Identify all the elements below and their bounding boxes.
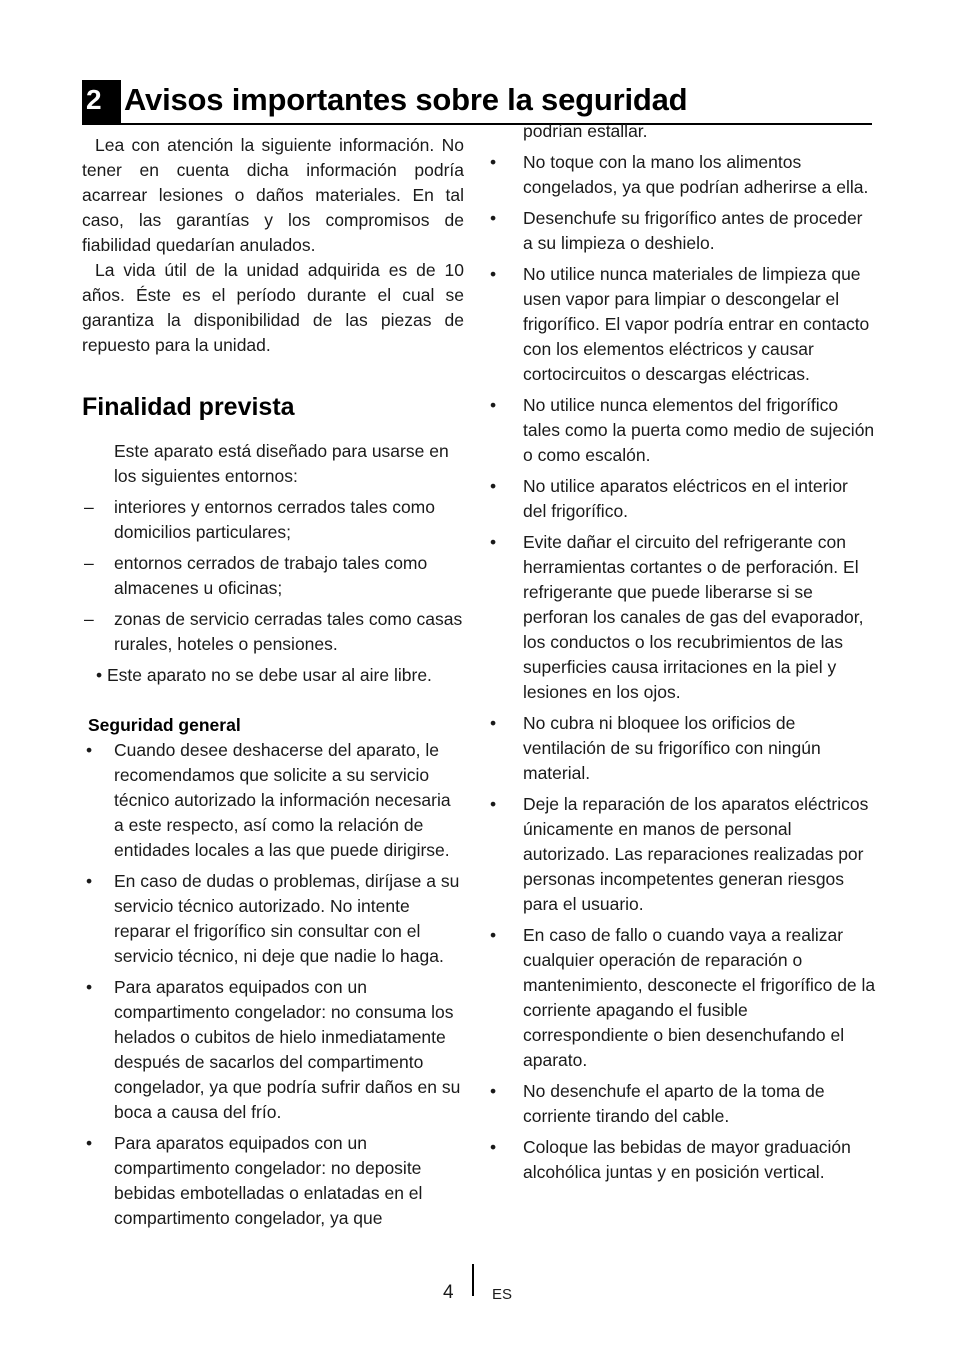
bullet-marker: • [490, 395, 497, 415]
safety-bullet-item [82, 869, 464, 969]
intended-use-lead: Este aparato está diseñado para usarse en los siguientes entornos: [114, 441, 449, 486]
safety-bullet-text: No cubra ni bloquee los orificios de ventilación de su frigorífico con ningún material. [523, 713, 821, 783]
right-column [488, 119, 876, 1185]
dash-marker: – [84, 609, 94, 629]
bullet-marker: • [490, 152, 497, 172]
bullet-marker: • [86, 871, 93, 891]
intro-paragraph-2: La vida útil de la unidad adquirida es de 10 años. Éste es el período durante el cual se garantiza la disponibilidad de las piezas de repuesto para la unidad. [82, 260, 464, 355]
safety-bullet-text: No utilice nunca elementos del frigorífico tales como la puerta como medio de sujeción o como escalón. [523, 395, 875, 465]
safety-bullet-text: Evite dañar el circuito del refrigerante con herramientas cortantes o de perforación. El refrigerante que puede liberarse si se perforan los canales de gas del evaporador, los conductos o los recubrimientos de las superficies causa irritaciones en la piel y lesiones en los ojos. [523, 532, 864, 702]
safety-bullet-item [488, 206, 876, 256]
bullet-marker: • [490, 713, 497, 733]
safety-bullet-item [488, 393, 876, 468]
safety-bullet-item [488, 474, 876, 524]
chapter-title: Avisos importantes sobre la seguridad [124, 82, 688, 117]
safety-bullet-item [488, 1079, 876, 1129]
bullet-marker: • [490, 208, 497, 228]
safety-bullet-item [82, 738, 464, 863]
safety-bullet-item [82, 1131, 464, 1231]
bullet-marker: • [490, 925, 497, 945]
safety-bullet-item [488, 150, 876, 200]
bullet-marker: • [490, 1081, 497, 1101]
bullet-marker: • [490, 1137, 497, 1157]
bullet-marker: • [490, 264, 497, 284]
bullet-marker: • [490, 476, 497, 496]
bullet-marker: • [86, 740, 93, 760]
intro-paragraph-1: Lea con atención la siguiente información. No tener en cuenta dicha información podría acarrear lesiones o daños materiales. En tal caso, las garantías y los compromisos de fiabilidad quedarían anulados. [82, 135, 464, 255]
outdoor-note: • Este aparato no se debe usar al aire libre. [96, 665, 432, 685]
safety-bullet-text: No desenchufe el aparto de la toma de corriente tirando del cable. [523, 1081, 825, 1126]
footer-divider [472, 1264, 474, 1296]
intended-use-item-text: zonas de servicio cerradas tales como casas rurales, hoteles o pensiones. [114, 609, 463, 654]
intended-use-item-text: entornos cerrados de trabajo tales como almacenes u oficinas; [114, 553, 428, 598]
safety-bullet-item [488, 530, 876, 705]
safety-bullet-text: Cuando desee deshacerse del aparato, le recomendamos que solicite a su servicio técnico autorizado la información necesaria a este respecto, así como la relación de entidades locales a las que puede dirigirse. [114, 740, 451, 860]
intended-use-title: Finalidad prevista [82, 393, 295, 421]
safety-bullet-item [488, 711, 876, 786]
safety-bullet-text: En caso de dudas o problemas, diríjase a su servicio técnico autorizado. No intente reparar el frigorífico sin consultar con el servicio técnico, ni deje que nadie lo haga. [114, 871, 460, 966]
safety-bullet-text: No utilice nunca materiales de limpieza que usen vapor para limpiar o descongelar el frigorífico. El vapor podría entrar en contacto con los elementos eléctricos y causar cortocircuitos o descargas eléctricas. [523, 264, 870, 384]
language-code: ES [492, 1286, 513, 1303]
intended-use-item [82, 607, 464, 657]
safety-bullet-item [488, 262, 876, 387]
bullet-marker: • [490, 532, 497, 552]
safety-bullet-text: Coloque las bebidas de mayor graduación alcohólica juntas y en posición vertical. [523, 1137, 851, 1182]
safety-bullet-text: En caso de fallo o cuando vaya a realizar cualquier operación de reparación o mantenimiento, desconecte el frigorífico de la corriente apagando el fusible correspondiente o bien desenchufando el aparato. [523, 925, 876, 1070]
bullet-marker: • [86, 1133, 93, 1153]
page-number: 4 [443, 1282, 454, 1303]
intended-use-item-text: interiores y entornos cerrados tales como domicilios particulares; [114, 497, 435, 542]
safety-bullet-text: Desenchufe su frigorífico antes de proceder a su limpieza o deshielo. [523, 208, 863, 253]
safety-bullet-text: Para aparatos equipados con un compartimento congelador: no consuma los helados o cubitos de hielo inmediatamente después de sacarlos del compartimento congelador, ya que podría sufrir daños en su boca a causa del frío. [114, 977, 461, 1122]
left-column [82, 133, 464, 1231]
bullet-marker: • [490, 794, 497, 814]
safety-bullet-text: Para aparatos equipados con un compartimento congelador: no deposite bebidas embotelladas o enlatadas en el compartimento congelador, ya que [114, 1133, 423, 1228]
safety-bullet-item [488, 1135, 876, 1185]
chapter-number: 2 [82, 80, 121, 125]
safety-bullet-item [488, 923, 876, 1073]
safety-bullet-text: No utilice aparatos eléctricos en el interior del frigorífico. [523, 476, 848, 521]
dash-marker: – [84, 497, 94, 517]
dash-marker: – [84, 553, 94, 573]
safety-bullet-text: Deje la reparación de los aparatos eléctricos únicamente en manos de personal autorizado. Las reparaciones realizadas por personas incompetentes generan riesgos para el usuario. [523, 794, 869, 914]
safety-bullet-text: No toque con la mano los alimentos congelados, ya que podrían adherirse a ella. [523, 152, 869, 197]
intended-use-item [82, 495, 464, 545]
safety-bullet-item [488, 792, 876, 917]
continued-text: podrían estallar. [523, 121, 648, 141]
intended-use-item [82, 551, 464, 601]
general-safety-title: Seguridad general [88, 715, 241, 735]
safety-bullet-item [82, 975, 464, 1125]
bullet-marker: • [86, 977, 93, 997]
